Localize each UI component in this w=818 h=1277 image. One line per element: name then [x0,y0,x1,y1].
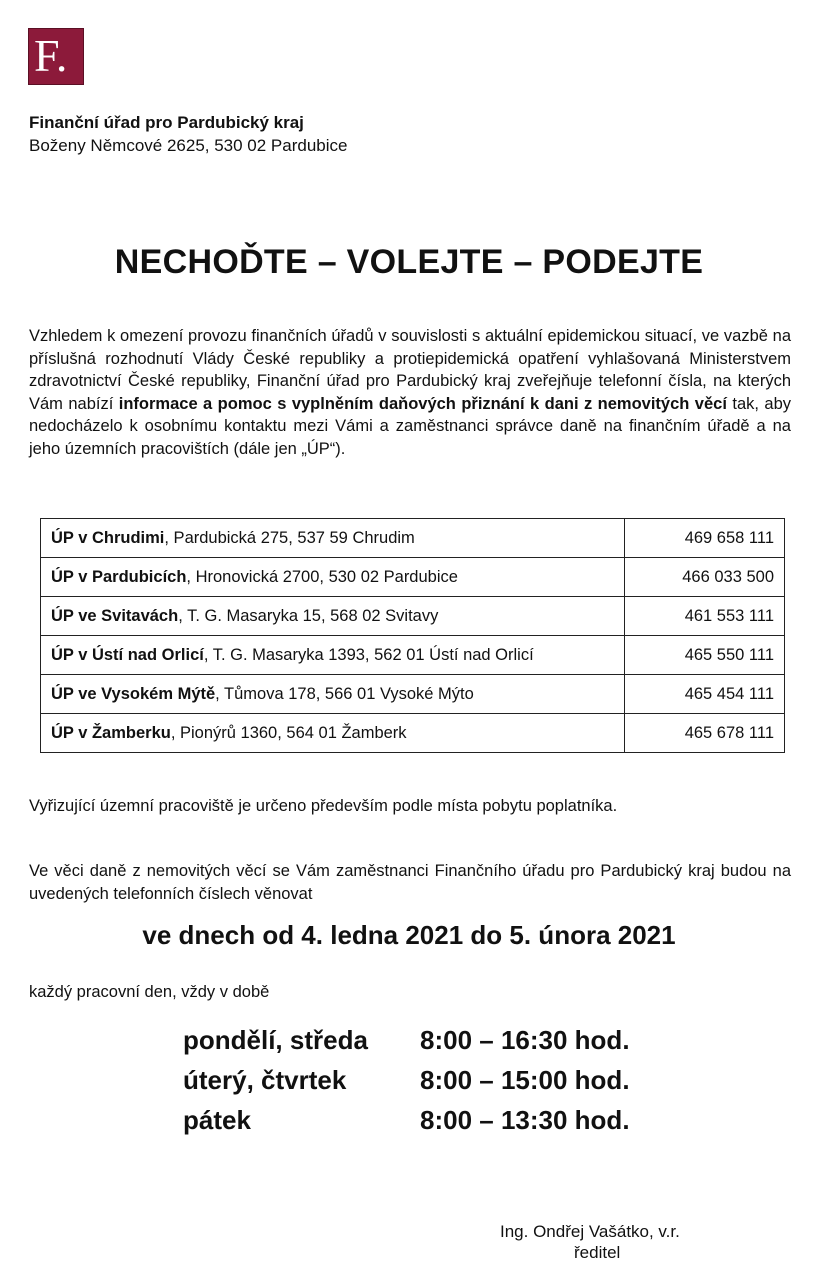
office-logo [28,28,84,85]
table-row [41,558,785,597]
signatory-name: Ing. Ondřej Vašátko, v.r. [500,1222,680,1241]
office-address: , T. G. Masaryka 1393, 562 01 Ústí nad Orlicí [203,645,534,664]
office-cell [41,597,625,636]
office-address: , Hronovická 2700, 530 02 Pardubice [186,567,458,586]
schedule-days: pondělí, středa [183,1025,368,1055]
schedule-hours: 8:00 – 15:00 hod. [420,1065,630,1095]
schedule-hours: 8:00 – 13:30 hod. [420,1105,630,1135]
schedule-hours: 8:00 – 16:30 hod. [420,1025,630,1055]
office-cell [41,558,625,597]
intro-text-1: Vzhledem k omezení provozu finančních úřadů v souvislosti s aktuální epidemickou situací, ve vazbě na příslušná rozhodnutí Vlády České republiky a protiepidemická opatření vyhlašovaná Ministerstvem zdravotnictví České republiky, Finanční úřad pro Pardubický kraj zveřejňuje telefonní čísla, na kterých Vám nabízí [29,327,791,413]
signatory-role: ředitel [574,1243,621,1262]
office-cell [41,519,625,558]
office-address: , T. G. Masaryka 15, 568 02 Svitavy [178,606,439,625]
table-row [41,714,785,753]
office-name: ÚP ve Vysokém Mýtě [51,684,216,703]
office-cell [41,714,625,753]
office-cell [41,636,625,675]
office-name: ÚP v Chrudimi [51,528,165,547]
table-row [41,675,785,714]
office-name: ÚP v Žamberku [51,723,171,742]
phone-cell: 465 454 111 [625,675,785,714]
period-note: Ve věci daně z nemovitých věcí se Vám zaměstnanci Finančního úřadu pro Pardubický kraj budou na uvedených telefonních číslech věnovat [29,862,791,903]
phone-cell: 465 678 111 [625,714,785,753]
office-name: ÚP ve Svitavách [51,606,179,625]
intro-text-bold: informace a pomoc s vyplněním daňových přiznání k dani z nemovitých věcí [118,394,727,413]
intro-paragraph [29,325,791,461]
offices-table [40,518,785,753]
schedule-days: úterý, čtvrtek [183,1065,347,1095]
schedule-row [183,1105,630,1135]
date-range: ve dnech od 4. ledna 2021 do 5. února 2021 [142,920,676,950]
phone-cell: 465 550 111 [625,636,785,675]
headline: NECHOĎTE – VOLEJTE – PODEJTE [114,243,704,281]
office-name: ÚP v Ústí nad Orlicí [51,645,204,664]
schedule-row [183,1065,630,1095]
daily-note: každý pracovní den, vždy v době [29,983,270,1001]
locality-note: Vyřizující územní pracoviště je určeno především podle místa pobytu poplatníka. [29,797,618,815]
office-address: , Pionýrů 1360, 564 01 Žamberk [170,723,407,742]
office-cell [41,675,625,714]
office-name: Finanční úřad pro Pardubický kraj [29,113,304,132]
table-row [41,636,785,675]
schedule-days: pátek [183,1105,251,1135]
office-name: ÚP v Pardubicích [51,567,187,586]
phone-cell: 466 033 500 [625,558,785,597]
office-address: , Pardubická 275, 537 59 Chrudim [164,528,415,547]
office-address: Boženy Němcové 2625, 530 02 Pardubice [29,136,348,155]
phone-cell: 469 658 111 [625,519,785,558]
intro-text-2: tak, aby nedocházelo k osobnímu kontaktu mezi Vámi a zaměstnanci správce daně na finančním úřadě a na jeho územních pracovištích (dále jen „ÚP“). [29,394,791,458]
table-row [41,597,785,636]
table-row [41,519,785,558]
phone-cell: 461 553 111 [625,597,785,636]
office-address: , Tůmova 178, 566 01 Vysoké Mýto [215,684,474,703]
schedule-row [183,1025,630,1055]
logo-letter: F. [34,30,68,81]
